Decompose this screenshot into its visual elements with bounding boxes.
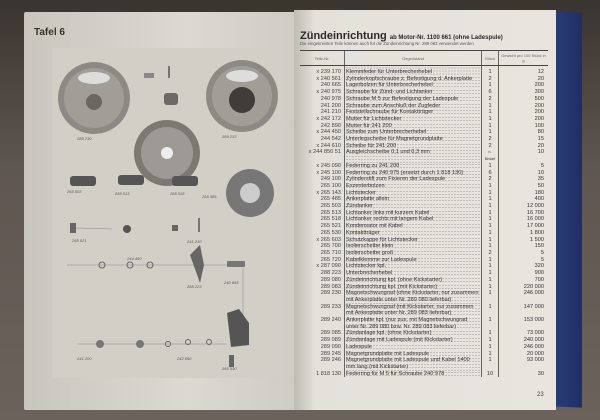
description: Ankerplatte kpl. (nur zus. mit Magnetschwungrad unter Nr. 289 080 bzw. Nr. 289 083 lieferbar) bbox=[345, 317, 482, 330]
part-number: 240 978 bbox=[320, 95, 341, 102]
table-row bbox=[300, 66, 548, 76]
part-number: 265 503 bbox=[320, 203, 341, 210]
part-number: x 239 170 bbox=[316, 69, 341, 75]
description: Magnetgrundplatte mit Ladespule und Kabel 1400 mm lang (mit Kickstarter) bbox=[345, 357, 482, 370]
weight: 700 bbox=[499, 277, 549, 284]
part-number: 265 720 bbox=[320, 256, 341, 263]
quantity: 1 bbox=[482, 216, 499, 223]
description: Schutzkappe für Lichtstecker bbox=[345, 237, 482, 244]
quantity: 1 bbox=[482, 290, 499, 303]
weight: 5 bbox=[499, 163, 549, 170]
quantity: 1 bbox=[482, 257, 499, 264]
description: Unterlegscheibe für Magnetgrundplatte bbox=[345, 136, 482, 143]
description: Federring zu 241 200 bbox=[345, 163, 482, 170]
part-number: 265 521 bbox=[320, 223, 341, 230]
figure-label: 241 210 bbox=[187, 239, 202, 244]
part-number: x 265 143 bbox=[316, 189, 341, 196]
quantity: 6 bbox=[482, 170, 499, 177]
quantity: 1 bbox=[482, 230, 499, 237]
table-row bbox=[300, 176, 548, 183]
table-row bbox=[300, 89, 548, 96]
quantity: 1 bbox=[482, 190, 499, 197]
table-row bbox=[300, 270, 548, 277]
description: Kondensator mit Kabel bbox=[345, 223, 482, 230]
figure-label: 240 665 bbox=[224, 280, 239, 285]
quantity: 1 bbox=[482, 82, 499, 89]
weight: 50 bbox=[499, 183, 549, 190]
col-description: Gegenstand bbox=[345, 51, 482, 66]
part-number: 249 100 bbox=[320, 176, 341, 183]
col-weight: Gewicht pro 100 Stück in g bbox=[499, 51, 549, 66]
part-number: 289 083 bbox=[320, 283, 341, 290]
table-row bbox=[300, 149, 548, 162]
table-row bbox=[300, 290, 548, 303]
description: Federring zu 240 975 (ersetzt durch 1 818 130) bbox=[345, 170, 482, 177]
table-row bbox=[300, 76, 548, 83]
table-row bbox=[300, 109, 548, 116]
col-part-number: Teile-Nr. bbox=[300, 51, 345, 66]
description: Schraube für Zünd- und Lichtanker bbox=[345, 89, 482, 96]
part-number: 289 245 bbox=[320, 350, 341, 357]
quantity: 1 bbox=[482, 263, 499, 270]
plate-title: Tafel 6 bbox=[34, 27, 65, 38]
section-note: Die eingekreisten Teile können auch für die Zündeinrichtung Nr. 289 083 verwendet werden bbox=[300, 41, 474, 46]
part-number: 289 080 bbox=[320, 276, 341, 283]
description: Lichtanker links mit kurzem Kabel bbox=[345, 210, 482, 217]
table-row bbox=[300, 337, 548, 344]
figure-label: 241 200 bbox=[77, 356, 92, 361]
weight: 10 bbox=[499, 149, 549, 162]
description: Isolierscheibe klein bbox=[345, 243, 482, 250]
part-number: x 265 603 bbox=[316, 236, 341, 243]
part-number: 244 542 bbox=[320, 136, 341, 143]
quantity: 2 bbox=[482, 136, 499, 143]
figure-label: 265 513 bbox=[115, 191, 130, 196]
description: Zylinderstift zum Fixieren der Ladespule bbox=[345, 176, 482, 183]
quantity: 1 bbox=[482, 237, 499, 244]
part-number: 242 890 bbox=[320, 122, 341, 129]
weight: 100 bbox=[499, 123, 549, 130]
quantity: 1 bbox=[482, 123, 499, 130]
description: Zündeinrichtung kpl. (mit Kickstarter) bbox=[345, 284, 482, 291]
figure-label: 244 450 bbox=[127, 256, 142, 261]
part-number: x 240 561 bbox=[316, 75, 341, 82]
part-number: 289 089 bbox=[320, 337, 341, 344]
table-row bbox=[300, 277, 548, 284]
flywheel-left bbox=[58, 62, 130, 134]
quantity: 1 bbox=[482, 203, 499, 210]
weight: 180 bbox=[499, 190, 549, 197]
weight: 200 bbox=[499, 103, 549, 110]
title-suffix: ab Motor-Nr. 1100 661 (ohne Ladespule) bbox=[389, 35, 503, 41]
description: Isolierscheibe groß bbox=[345, 250, 482, 257]
table-row bbox=[300, 357, 548, 370]
table-row bbox=[300, 216, 548, 223]
quantity: 2 bbox=[482, 76, 499, 83]
table-row bbox=[300, 344, 548, 351]
quantity: 1 bbox=[482, 277, 499, 284]
part-number: 289 230 bbox=[320, 290, 341, 297]
weight: 246 000 bbox=[499, 344, 549, 351]
weight: 150 bbox=[499, 243, 549, 250]
table-row bbox=[300, 123, 548, 130]
part-number: x 244 850 51 bbox=[308, 149, 341, 156]
part-number: x 240 975 bbox=[316, 89, 341, 96]
page-number: 23 bbox=[537, 392, 544, 398]
quantity: 1 bbox=[482, 330, 499, 337]
table-row bbox=[300, 223, 548, 230]
part-number: 289 085 bbox=[320, 330, 341, 337]
quantity: 1 bbox=[482, 357, 499, 370]
description: Schraube zum Anschluß der Zugfeder bbox=[345, 103, 482, 110]
weight: 200 bbox=[499, 82, 549, 89]
weight: 220 000 bbox=[499, 284, 549, 291]
weight: 5 bbox=[499, 250, 549, 257]
description: Lichtstecker bbox=[345, 190, 482, 197]
parts-illustration bbox=[52, 48, 282, 378]
table-row bbox=[300, 170, 548, 177]
description: Zylinderkopfschraube z. Befestigung d. Ankerplatte bbox=[345, 76, 482, 83]
quantity: 1 bbox=[482, 351, 499, 358]
part-number: 265 100 bbox=[320, 182, 341, 189]
table-row bbox=[300, 351, 548, 358]
part-number: 1 818 130 bbox=[316, 370, 341, 377]
part-number: 265 518 bbox=[320, 216, 341, 223]
description: Zündeinrichtung kpl. (ohne Kickstarter) bbox=[345, 277, 482, 284]
part-number: x 287 090 bbox=[316, 263, 341, 270]
quantity: 2 bbox=[482, 176, 499, 183]
table-row bbox=[300, 250, 548, 257]
table-row bbox=[300, 203, 548, 210]
quantity: 1 bbox=[482, 344, 499, 351]
quantity: 1 bbox=[482, 270, 499, 277]
quantity: 1 bbox=[482, 317, 499, 330]
description: Mutter für 241 200 bbox=[345, 123, 482, 130]
description: Unterbrecherhebel bbox=[345, 270, 482, 277]
weight: 200 bbox=[499, 116, 549, 123]
part-number: 289 246 bbox=[320, 357, 341, 364]
figure-label: 265 521 bbox=[72, 238, 87, 243]
description: Lichtanker rechts mit langem Kabel bbox=[345, 216, 482, 223]
quantity: 1 bbox=[482, 109, 499, 116]
quantity: 1 bbox=[482, 223, 499, 230]
description: Feststellschraube für Kontaktträger bbox=[345, 109, 482, 116]
quantity: 1 bbox=[482, 129, 499, 136]
description: Magnetgrundplatte mit Ladespule bbox=[345, 351, 482, 358]
weight: 20 bbox=[499, 143, 549, 150]
parts-table bbox=[300, 50, 548, 377]
weight: 16 000 bbox=[499, 216, 549, 223]
quantity: 1 bbox=[482, 284, 499, 291]
flywheel-right bbox=[206, 60, 278, 132]
quantity: 1 bbox=[482, 304, 499, 317]
quantity: 1 bbox=[482, 243, 499, 250]
quantity: 1 bbox=[482, 103, 499, 110]
quantity: 2 bbox=[482, 143, 499, 150]
table-row bbox=[300, 136, 548, 143]
weight: 35 bbox=[499, 176, 549, 183]
part-number: x 244 450 bbox=[316, 129, 341, 136]
figure-label: 265 485 bbox=[202, 194, 217, 199]
weight: 240 000 bbox=[499, 337, 549, 344]
weight: 16 700 bbox=[499, 210, 549, 217]
weight: 10 bbox=[499, 170, 549, 177]
weight: 12 bbox=[499, 66, 549, 76]
description: Zündanker bbox=[345, 203, 482, 210]
description: Kabelklemme zur Ladespule bbox=[345, 257, 482, 264]
weight: 1 500 bbox=[499, 237, 549, 244]
table-row bbox=[300, 103, 548, 110]
weight: 400 bbox=[499, 196, 549, 203]
figure-label: 289 233 bbox=[222, 134, 237, 139]
table-row bbox=[300, 263, 548, 270]
quantity: 1 bbox=[482, 210, 499, 217]
quantity: 1 bbox=[482, 337, 499, 344]
description: Ausgleichscheibe 0,1 und 0,3 mm bbox=[345, 149, 482, 162]
table-row bbox=[300, 163, 548, 170]
quantity: 10 bbox=[482, 371, 499, 378]
table-row bbox=[300, 143, 548, 150]
part-number: 265 710 bbox=[320, 249, 341, 256]
description: Kontaktträger bbox=[345, 230, 482, 237]
part-number: 265 513 bbox=[320, 209, 341, 216]
title-main: Zündeinrichtung bbox=[300, 30, 387, 42]
table-row bbox=[300, 257, 548, 264]
part-number: x 245 090 bbox=[316, 162, 341, 169]
quantity: 1 bbox=[482, 163, 499, 170]
weight: 15 bbox=[499, 136, 549, 143]
weight: 20 bbox=[499, 76, 549, 83]
table-row bbox=[300, 129, 548, 136]
quantity: 2 bbox=[482, 96, 499, 103]
part-number: x 245 100 bbox=[316, 169, 341, 176]
weight: 20 000 bbox=[499, 351, 549, 358]
description: Lichtstecker kpl. bbox=[345, 263, 482, 270]
part-number: 241 210 bbox=[320, 109, 341, 116]
part-number: 265 485 bbox=[320, 196, 341, 203]
weight: 200 bbox=[499, 109, 549, 116]
weight: 73 000 bbox=[499, 330, 549, 337]
quantity: 1 bbox=[482, 66, 499, 76]
description: Scheibe für 241 200 bbox=[345, 143, 482, 150]
part-number: 288 223 bbox=[320, 270, 341, 277]
description: Lagerbolzen für Unterbrecherhebel bbox=[345, 82, 482, 89]
weight: 5 bbox=[499, 257, 549, 264]
table-row bbox=[300, 116, 548, 123]
table-row bbox=[300, 317, 548, 330]
figure-label: 265 503 bbox=[67, 189, 82, 194]
part-number: 289 233 bbox=[320, 303, 341, 310]
description: Klemmfeder für Unterbrecherhebel bbox=[345, 66, 482, 76]
part-number: 265 530 bbox=[320, 229, 341, 236]
table-row bbox=[300, 330, 548, 337]
table-row bbox=[300, 230, 548, 237]
weight: 320 bbox=[499, 263, 549, 270]
description: Ladespule bbox=[345, 344, 482, 351]
quantity: n. Bedarf bbox=[482, 149, 499, 162]
weight: 1 800 bbox=[499, 230, 549, 237]
table-row bbox=[300, 190, 548, 197]
table-row bbox=[300, 196, 548, 203]
weight: 17 000 bbox=[499, 223, 549, 230]
description: Zündanlage kpl. (ohne Kickstarter) bbox=[345, 330, 482, 337]
table-header bbox=[300, 51, 548, 66]
figure-label: 265 530 bbox=[222, 366, 237, 371]
description: Schraube M 5 zur Befestigung der Ladespule bbox=[345, 96, 482, 103]
part-number: 265 700 bbox=[320, 243, 341, 250]
figure-label: 265 518 bbox=[170, 191, 185, 196]
quantity: 1 bbox=[482, 116, 499, 123]
table-row bbox=[300, 371, 548, 378]
description: Magnetschwungrad (ohne Kickstarter, nur zusammen mit Ankerplatte unter Nr. 289 080 lieferbar) bbox=[345, 290, 482, 303]
part-number: x 242 172 bbox=[316, 115, 341, 122]
table-row bbox=[300, 96, 548, 103]
figure-label: 242 890 bbox=[177, 356, 192, 361]
weight: 900 bbox=[499, 270, 549, 277]
table-row bbox=[300, 284, 548, 291]
part-number: 240 665 bbox=[320, 82, 341, 89]
part-number: 241 200 bbox=[320, 102, 341, 109]
figure-label: 289 230 bbox=[77, 136, 92, 141]
figure-label: 288 223 bbox=[187, 284, 202, 289]
col-quantity: Stück bbox=[482, 51, 499, 66]
table-row bbox=[300, 210, 548, 217]
weight: 80 bbox=[499, 129, 549, 136]
description: Exzenterbolzen bbox=[345, 183, 482, 190]
weight: 246 000 bbox=[499, 290, 549, 303]
part-number: x 244 610 bbox=[316, 142, 341, 149]
description: Scheibe zum Unterbrecherhebel bbox=[345, 129, 482, 136]
weight: 500 bbox=[499, 96, 549, 103]
quantity: 6 bbox=[482, 89, 499, 96]
description: Ankerplatte allein bbox=[345, 196, 482, 203]
description: Mutter für Lichtstecker bbox=[345, 116, 482, 123]
table-row bbox=[300, 82, 548, 89]
weight: 12 000 bbox=[499, 203, 549, 210]
weight: 93 000 bbox=[499, 357, 549, 370]
table-row bbox=[300, 304, 548, 317]
quantity: 1 bbox=[482, 196, 499, 203]
table-row bbox=[300, 237, 548, 244]
table-row bbox=[300, 183, 548, 190]
description: Zündanlage mit Ladespule (mit Kickstarter) bbox=[345, 337, 482, 344]
quantity: 2 bbox=[482, 250, 499, 257]
description: Magnetschwungrad (mit Kickstarter, nur zusammen mit Ankerplatte unter Nr. 289 083 lieferbar) bbox=[345, 304, 482, 317]
weight: 147 000 bbox=[499, 304, 549, 317]
description: Federring für M 5 für Schraube 240 978 bbox=[345, 371, 482, 378]
table-row bbox=[300, 243, 548, 250]
weight: 153 000 bbox=[499, 317, 549, 330]
weight: 300 bbox=[499, 89, 549, 96]
quantity: 1 bbox=[482, 183, 499, 190]
part-number: 289 240 bbox=[320, 317, 341, 324]
weight: 30 bbox=[499, 371, 549, 378]
part-number: 289 090 bbox=[320, 343, 341, 350]
